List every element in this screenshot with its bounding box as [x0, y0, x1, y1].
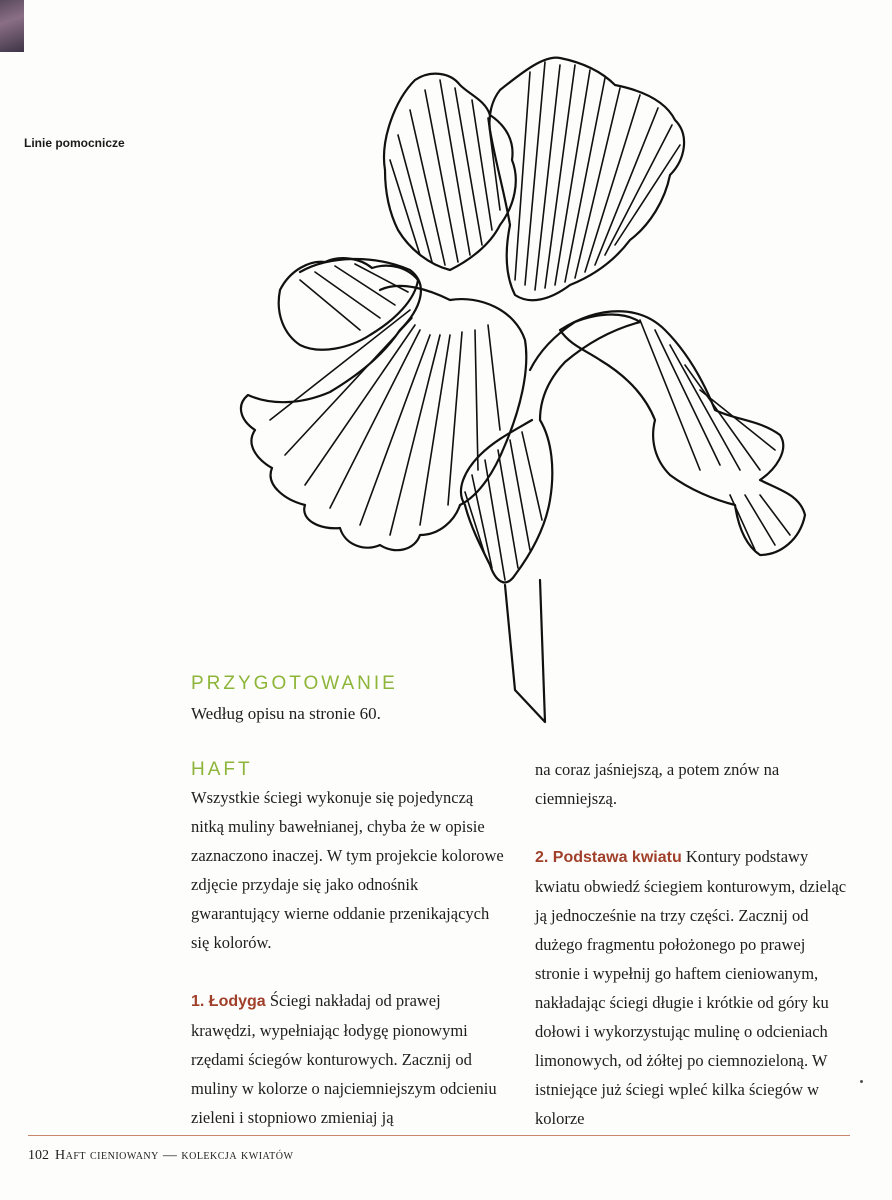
- step-flower-base-term: 2. Podstawa kwiatu: [535, 849, 682, 866]
- step-stem-continuation: na coraz jaśniejszą, a potem znów na ciemniejszą.: [535, 760, 780, 808]
- step-flower-base: [535, 842, 853, 1133]
- embroidery-heading: HAFT: [191, 759, 253, 780]
- text-column-left: [191, 783, 509, 1132]
- right-petal-outline: [560, 311, 805, 555]
- preparation-text: Według opisu na stronie 60.: [191, 704, 381, 723]
- step-stem-term: 1. Łodyga: [191, 993, 266, 1010]
- embroidery-intro: Wszystkie ściegi wykonuje się pojedynczą nitką muliny bawełnianej, chyba że w opisie zaznaczono inaczej. W tym projekcie kolorowe zdjęcie przydaje się jako odnośnik gwarantujący wierne oddanie przenikających się kolorów.: [191, 788, 504, 952]
- step-flower-base-text: Kontury podstawy kwiatu obwiedź ściegiem konturowym, dzieląc ją jednocześnie na trzy części. Zacznij od dużego fragmentu położonego po prawej stronie i wypełnij go haftem cieniowanym, nakładając ściegi długie i krótkie od góry ku dołowi i wykorzystując mulinę o odcieniach limonowych, od żółtej po ciemnozieloną. W istniejące już ściegi wpleć kilka ściegów w kolorze: [535, 847, 847, 1128]
- stray-mark: [860, 1080, 863, 1083]
- flower-base-outline: [461, 315, 640, 583]
- page-number: 102: [28, 1148, 49, 1163]
- step-stem-text: Ściegi nakładaj od prawej krawędzi, wypełniając łodygę pionowymi rzędami ściegów konturowych. Zacznij od muliny w kolorze o najciemniejszym odcieniu zieleni i stopniowo zmieniaj ją: [191, 991, 497, 1127]
- running-title: Haft cieniowany — kolekcja kwiatów: [55, 1148, 294, 1163]
- footer: [28, 1148, 293, 1164]
- top-standard-petal-outline: [384, 74, 516, 270]
- step-stem: [191, 986, 509, 1132]
- corner-photo-thumbnail: [0, 0, 24, 52]
- preparation-heading: PRZYGOTOWANIE: [191, 673, 398, 694]
- iris-line-drawing: [230, 40, 820, 730]
- left-petal-outline: [241, 259, 526, 550]
- text-column-right: [535, 755, 853, 1133]
- stem-outline: [505, 580, 545, 722]
- footer-rule: [28, 1135, 850, 1136]
- guide-label: Linie pomocnicze: [24, 136, 125, 150]
